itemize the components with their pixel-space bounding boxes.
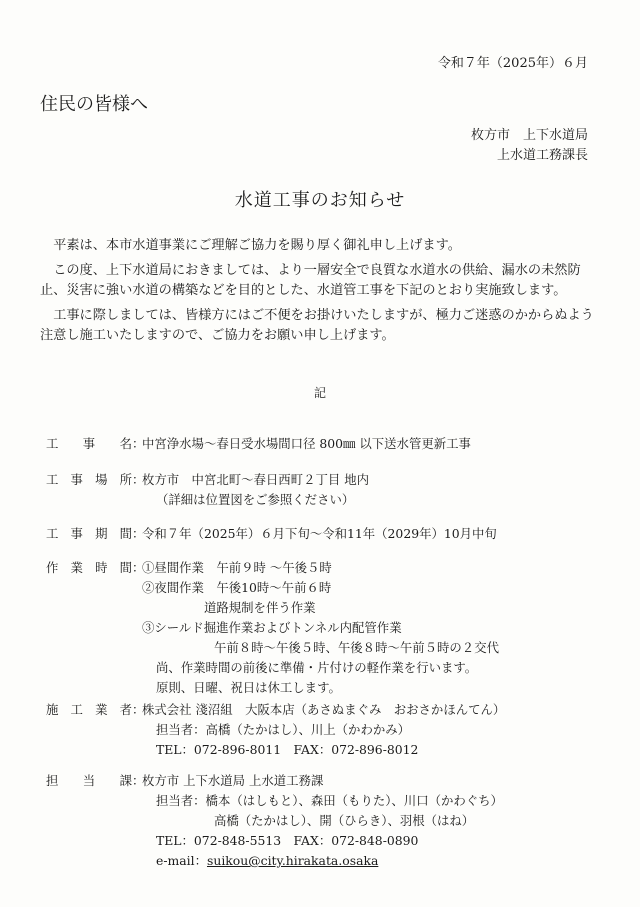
detail-location [46, 470, 369, 510]
detail-contact [46, 771, 503, 871]
contact-person-2: 高橋（たかはし）、開（ひらき）、羽根（はね） [214, 813, 475, 828]
detail-work-name [46, 434, 471, 454]
hours-line-day: ①昼間作業 午前９時 ～午後５時 [142, 560, 332, 575]
sender-title: 上水道工務課長 [496, 148, 588, 163]
location-label: 工事場所 [46, 472, 132, 487]
sender-block [471, 126, 588, 166]
period-label: 工事期間 [46, 526, 132, 541]
paragraph-purpose: この度、上下水道局におきましては、より一層安全で良質な水道水の供給、漏水の未然防止、災害に強い水道の構築などを目的とした、水道管工事を下記のとおり実施致します。 [40, 263, 581, 298]
colon: ： [132, 773, 145, 788]
colon: ： [132, 560, 145, 575]
contractor-company: 株式会社 淺沼組 大阪本店（あさぬまぐみ おおさかほんてん） [142, 702, 506, 717]
location-note: （詳細は位置図をご参照ください） [156, 492, 355, 507]
contractor-person: 担当者：高橋（たかはし）、川上（かわかみ） [156, 722, 411, 737]
period-value: 令和７年（2025年）６月下旬～令和11年（2029年）10月中旬 [142, 526, 497, 541]
contractor-values [142, 700, 505, 760]
contractor-phone: TEL：072-896-8011 FAX：072-896-8012 [156, 742, 419, 757]
hours-line-shield: ③シールド掘進作業およびトンネル内配管作業 [142, 620, 402, 635]
contact-person-1: 担当者：橋本（はしもと）、森田（もりた）、川口（かわぐち） [156, 793, 503, 808]
hours-label: 作業時間 [46, 560, 132, 575]
location-values [142, 470, 369, 510]
ki-heading: 記 [313, 386, 326, 400]
page-title: 水道工事のお知らせ [234, 190, 406, 211]
detail-period [46, 524, 497, 544]
hours-line-road: 道路規制を伴う作業 [204, 600, 316, 615]
colon: ： [132, 436, 145, 451]
colon: ： [132, 472, 145, 487]
addressee: 住民の皆様へ [40, 94, 148, 115]
paragraph-greeting: 平素は、本市水道事業にご理解ご協力を賜り厚く御礼申し上げます。 [53, 238, 461, 253]
email-label: e-mail： [156, 853, 207, 868]
contact-email-line [142, 851, 503, 871]
colon: ： [132, 526, 145, 541]
work-name-value: 中宮浄水場～春日受水場間口径 800㎜ 以下送水管更新工事 [142, 436, 471, 451]
colon: ： [132, 702, 145, 717]
hours-line-holiday: 原則、日曜、祝日は休工します。 [156, 680, 341, 695]
contact-phone: TEL：072-848-5513 FAX：072-848-0890 [156, 833, 419, 848]
contact-dept: 枚方市 上下水道局 上水道工務課 [142, 773, 324, 788]
notice-date: 令和７年（2025年）６月 [437, 56, 588, 71]
contact-label: 担当課 [46, 773, 132, 788]
hours-values [142, 558, 499, 698]
sender-org: 枚方市 上下水道局 [470, 128, 588, 143]
contact-values [142, 771, 503, 871]
hours-line-shift: 午前８時～午後５時、午後８時～午前５時の２交代 [214, 640, 499, 655]
work-name-label: 工事名 [46, 436, 132, 451]
detail-hours [46, 558, 499, 698]
email-link[interactable]: suikou@city.hirakata.osaka [206, 853, 379, 868]
detail-contractor [46, 700, 505, 760]
paragraph-request: 工事に際しましては、皆様方にはご不便をお掛けいたしますが、極力ご迷惑のかからぬよう注意し施工いたしますので、ご協力をお願い申し上げます。 [40, 308, 594, 343]
hours-line-night: ②夜間作業 午後10時～午前６時 [142, 580, 332, 595]
contractor-label: 施工業者 [46, 702, 132, 717]
location-value: 枚方市 中宮北町～春日西町２丁目 地内 [142, 472, 369, 487]
hours-line-prep: 尚、作業時間の前後に準備・片付けの軽作業を行います。 [156, 660, 478, 675]
